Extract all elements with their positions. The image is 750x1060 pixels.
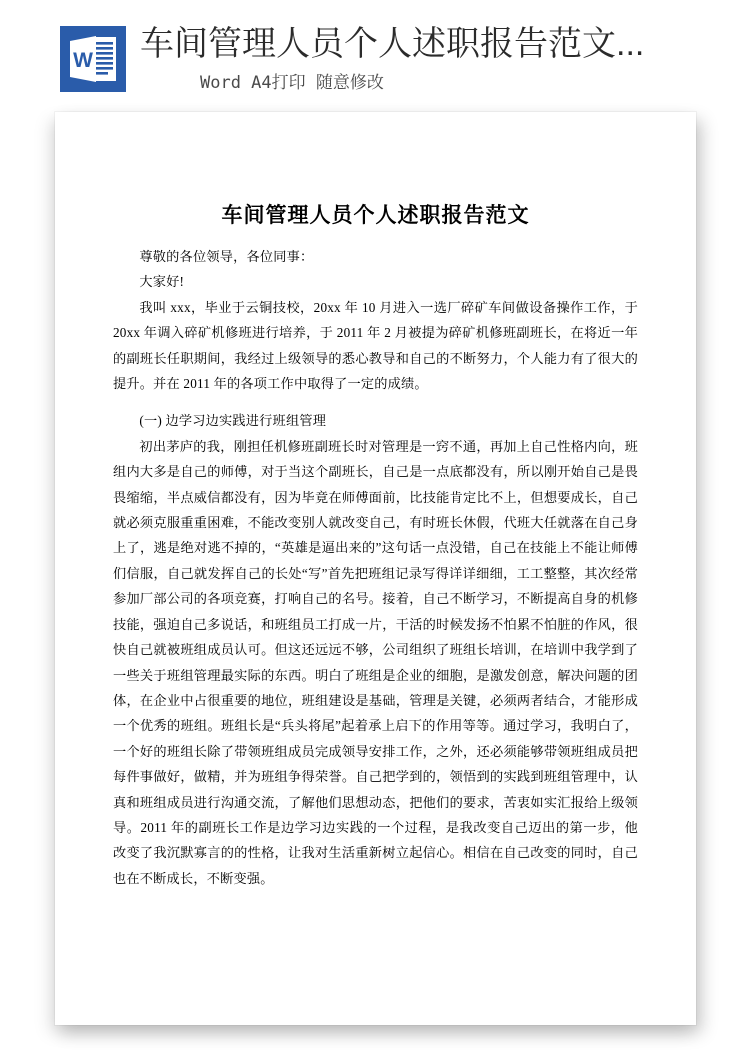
document-title: 车间管理人员个人述职报告范文 [221,203,530,227]
document-section-heading: (一) 边学习边实践进行班组管理 [139,413,327,429]
document-paragraph: 大家好! [139,274,185,290]
document-paragraph: 我叫 xxx，毕业于云铜技校，20xx 年 10 月进入一选厂碎矿车间做设备操作工作，于 20xx 年调入碎矿机修班进行培养，于 2011 年 2 月被提为碎矿机修班副班长，在将近一年的副班长任职期间，我经过上级领导的悉心教导和自己的不断努力，个人能力有了很大的提升。并在 2011 年的各项工作中取得了一定的成绩。 [113,299,638,392]
page-subtitle: Word A4打印 随意修改 [200,73,384,93]
app-header [0,0,750,104]
document-paragraph: 尊敬的各位领导，各位同事： [139,249,314,264]
document-section-body: 初出茅庐的我，刚担任机修班副班长时对管理是一窍不通，再加上自己性格内向，班组内大多是自己的师傅，对于当这个副班长，自己是一点底都没有，所以刚开始自己是畏畏缩缩，半点威信都没有，因为毕竟在师傅面前，比技能肯定比不上，但想要成长，自己就必须克服重重困难，不能改变别人就改变自己，有时班长休假，代班大任就落在自己身上了，逃是绝对逃不掉的，“英雄是逼出来的”这句话一点没错，自己在技能上不能让师傅们信服，自己就发挥自己的长处“写”首先把班组记录写得详详细细，工工整整，其次经常参加厂部公司的各项竞赛，打响自己的名号。接着，自己不断学习，不断提高自身的机修技能，强迫自己多说话，和班组员工打成一片，干活的时候发扬不怕累不怕脏的作风，很快自己就被班组成员认可。但这还远远不够，公司组织了班组长培训，在培训中我学到了一些关于班组管理最实际的东西。明白了班组是企业的细胞，是激发创意，解决问题的团体，在企业中占很重要的地位，班组建设是基础，管理是关键，必须两者结合，才能形成一个优秀的班组。班组长是“兵头将尾”起着承上启下的作用等等。通过学习，我明白了，一个好的班组长除了带领班组成员完成领导安排工作，之外，还必须能够带领班组成员把每件事做好，做精，并为班组争得荣誉。自己把学到的，领悟到的实践到班组管理中，认真和班组成员进行沟通交流，了解他们思想动态，把他们的要求，苦衷如实汇报给上级领导。2011 年的副班长工作是边学习边实践的一个过程，是我改变自己迈出的第一步，他改变了我沉默寡言的的性格，让我对生活重新树立起信心。相信在自己改变的同时，自己也在不断成长，不断变强。 [113,438,638,886]
svg-text:W: W [73,49,93,72]
document-workspace [0,104,750,1060]
paragraph-spacer [113,396,638,408]
header-text-block [140,22,740,96]
document-content [55,112,696,1025]
word-document-icon [60,26,126,92]
page-title: 车间管理人员个人述职报告范文... [140,25,645,63]
